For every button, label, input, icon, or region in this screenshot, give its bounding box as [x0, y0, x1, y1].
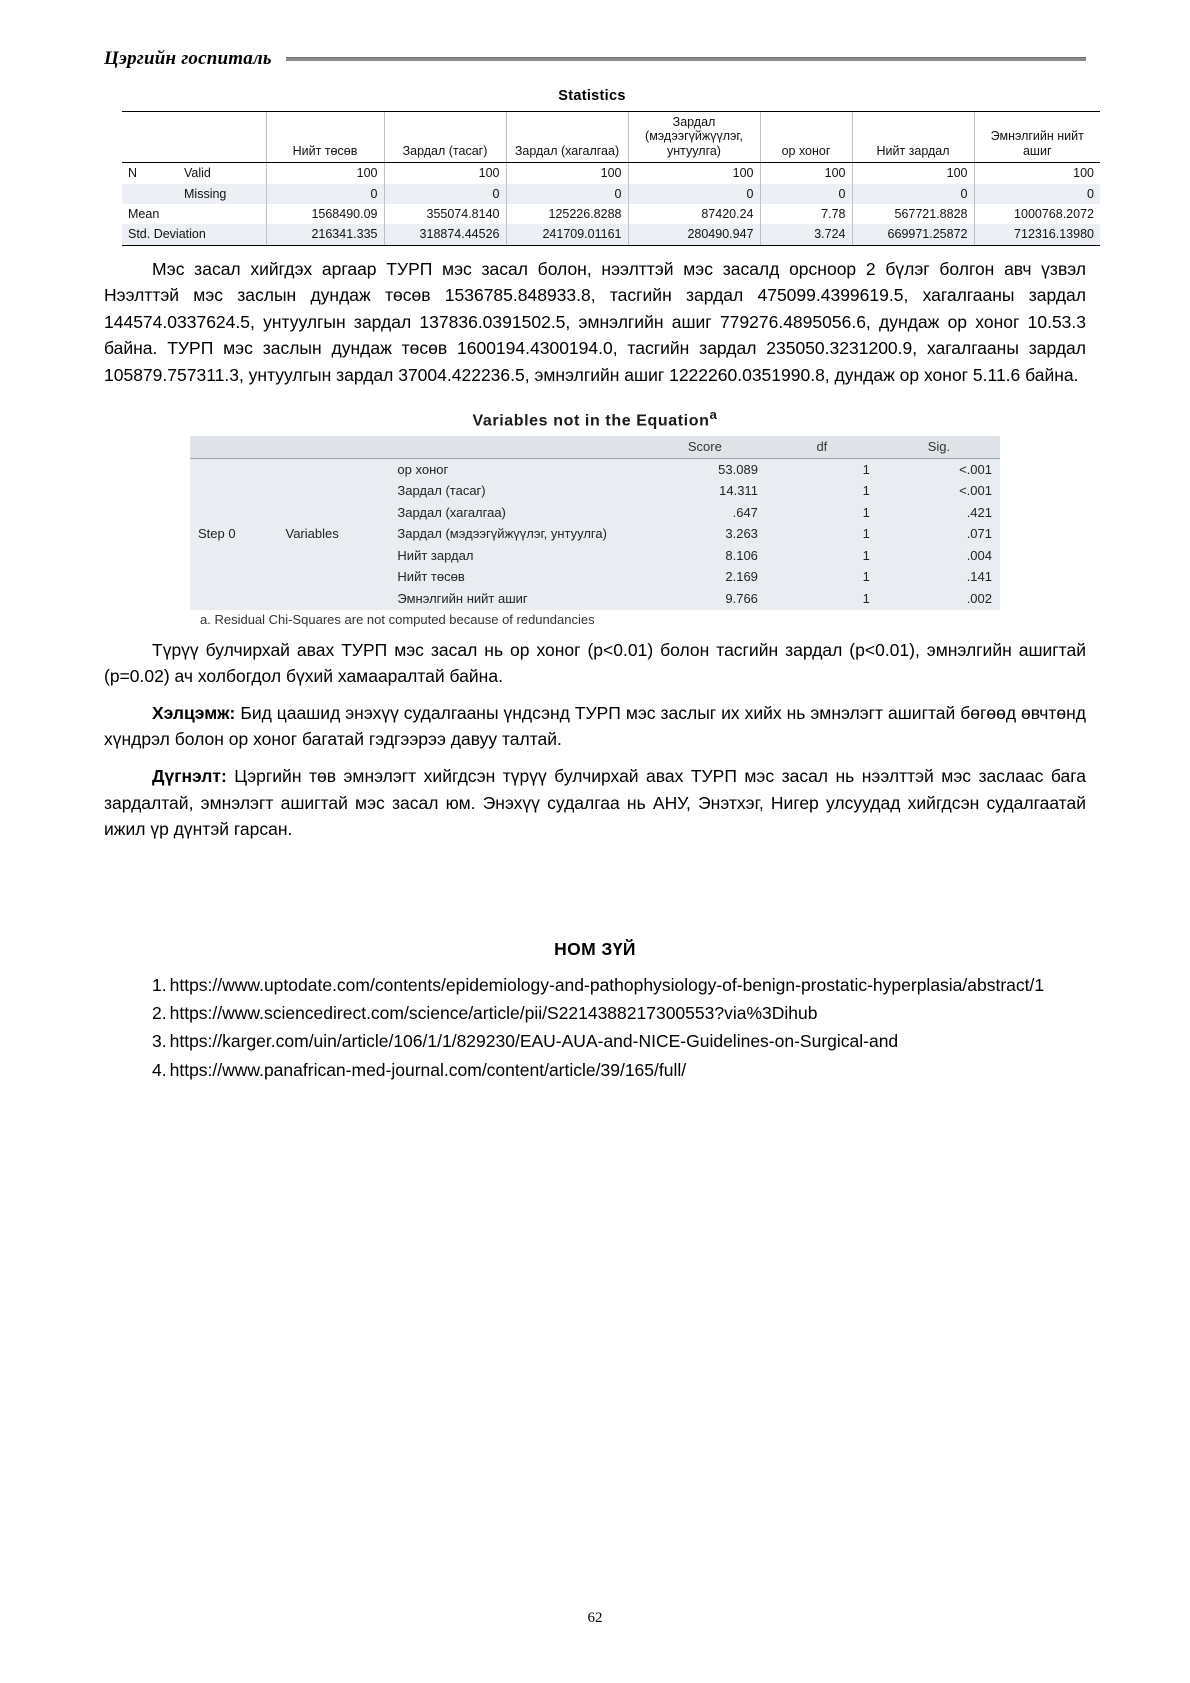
- equation-table-title-text: Variables not in the Equation: [472, 411, 710, 429]
- eq-variables-label: Variables: [278, 458, 390, 610]
- eq-row-3-df: 1: [766, 523, 878, 545]
- stat-row-1-v6: 0: [974, 184, 1100, 204]
- stat-row-2-v0: 1568490.09: [266, 204, 384, 224]
- equation-table-title-superscript: a: [709, 406, 718, 422]
- stat-row-0-v5: 100: [852, 163, 974, 184]
- stat-row-3-v2: 241709.01161: [506, 224, 628, 245]
- eq-row-0-df: 1: [766, 458, 878, 480]
- list-item: [104, 972, 1086, 998]
- stat-row-2-v3: 87420.24: [628, 204, 760, 224]
- table-row: [122, 204, 1100, 224]
- eq-row-6-name: Эмнэлгийн нийт ашиг: [389, 588, 643, 610]
- eq-row-6-df: 1: [766, 588, 878, 610]
- stat-row-2-v4: 7.78: [760, 204, 852, 224]
- eq-row-5-name: Нийт төсөв: [389, 566, 643, 588]
- eq-row-2-sig: .421: [878, 502, 1000, 524]
- eq-row-6-sig: .002: [878, 588, 1000, 610]
- eq-row-3-score: 3.263: [644, 523, 766, 545]
- stat-col-head-4: Зардал (хагалгаа): [506, 112, 628, 163]
- stat-row-3-v1: 318874.44526: [384, 224, 506, 245]
- eq-col-head-0: [190, 436, 278, 458]
- references-list: [104, 972, 1086, 1083]
- stat-row-0-v3: 100: [628, 163, 760, 184]
- eq-row-5-score: 2.169: [644, 566, 766, 588]
- stat-row-0-sublabel: Valid: [184, 166, 211, 181]
- list-item: [104, 1028, 1086, 1054]
- stat-row-0-v2: 100: [506, 163, 628, 184]
- stat-row-2-v6: 1000768.2072: [974, 204, 1100, 224]
- stat-row-1-label: [122, 184, 174, 204]
- eq-row-2-df: 1: [766, 502, 878, 524]
- discussion-label: Хэлцэмж:: [152, 702, 236, 723]
- paragraph-correlation: Түрүү булчирхай авах ТУРП мэс засал нь ор хоног (p<0.01) болон тасгийн зардал (p<0.01), эмнэлгийн ашигтай (p=0.02) ач холбогдол бүхий хамааралтай байна.: [104, 639, 1086, 687]
- stat-row-3-v3: 280490.947: [628, 224, 760, 245]
- stat-row-1-sublabel: Missing: [174, 184, 266, 204]
- eq-col-head-score: Score: [644, 436, 766, 458]
- eq-row-1-name: Зардал (тасаг): [389, 480, 643, 502]
- conclusion-label: Дүгнэлт:: [152, 766, 227, 787]
- list-item: [104, 1000, 1086, 1026]
- equation-table-title: [190, 407, 1000, 430]
- eq-row-6-score: 9.766: [644, 588, 766, 610]
- stat-row-2-v1: 355074.8140: [384, 204, 506, 224]
- stat-row-0-v6: 100: [974, 163, 1100, 184]
- page-number: 62: [587, 1610, 603, 1626]
- references-title: НОМ ЗҮЙ: [554, 938, 636, 959]
- stat-row-0-v1: 100: [384, 163, 506, 184]
- paragraph-discussion: [104, 700, 1086, 753]
- eq-row-0-sig: <.001: [878, 458, 1000, 480]
- eq-row-3-name: Зардал (мэдээгүйжүүлэг, унтуулга): [389, 523, 643, 545]
- eq-row-2-score: .647: [644, 502, 766, 524]
- stat-col-head-1: [174, 112, 266, 163]
- stat-row-3-label: Std. Deviation: [122, 224, 266, 245]
- eq-row-3-sig: .071: [878, 523, 1000, 545]
- eq-col-head-1: [278, 436, 390, 458]
- equation-table-block: [190, 407, 1000, 627]
- stat-row-0-v0: 100: [266, 163, 384, 184]
- running-header-title: Цэргийн госпиталь: [104, 48, 272, 69]
- stat-col-head-5: Зардал (мэдээгүйжүүлэг, унтуулга): [628, 112, 760, 163]
- discussion-text: Бид цаашид энэхүү судалгааны үндсэнд ТУРП мэс заслыг их хийх нь эмнэлэгт ашигтай бөгөөд өвчтөнд хүндрэл болон ор хоног багатай гэдгээрээ давуу талтай.: [104, 702, 1086, 750]
- stat-row-3-v4: 3.724: [760, 224, 852, 245]
- statistics-table-block: [122, 88, 1094, 246]
- list-item: [104, 1057, 1086, 1083]
- stat-row-1-v0: 0: [266, 184, 384, 204]
- stat-col-head-2: Нийт төсөв: [266, 112, 384, 163]
- reference-text[interactable]: https://karger.com/uin/article/106/1/1/829230/EAU-AUA-and-NICE-Guidelines-on-Surgical-and: [169, 1031, 899, 1052]
- stat-col-head-6: ор хоног: [760, 112, 852, 163]
- stat-row-2-v2: 125226.8288: [506, 204, 628, 224]
- stat-row-1-v3: 0: [628, 184, 760, 204]
- stat-row-0-v4: 100: [760, 163, 852, 184]
- reference-text[interactable]: https://www.uptodate.com/contents/epidemiology-and-pathophysiology-of-benign-prostatic-hyperplasia/abstract/1: [169, 974, 1045, 995]
- eq-col-head-df: df: [766, 436, 878, 458]
- reference-text[interactable]: https://www.panafrican-med-journal.com/content/article/39/165/full/: [169, 1059, 687, 1080]
- running-header: [104, 48, 1086, 70]
- eq-row-0-score: 53.089: [644, 458, 766, 480]
- table-row: [122, 224, 1100, 245]
- stat-row-2-v5: 567721.8828: [852, 204, 974, 224]
- equation-table: [190, 436, 1000, 610]
- stat-row-0-label: N: [128, 166, 138, 181]
- reference-number: 4.: [152, 1059, 167, 1080]
- stat-col-head-7: Нийт зардал: [852, 112, 974, 163]
- reference-text[interactable]: https://www.sciencedirect.com/science/article/pii/S2214388217300553?via%3Dihub: [169, 1003, 818, 1024]
- conclusion-text: Цэргийн төв эмнэлэгт хийгдсэн түрүү булчирхай авах ТУРП мэс засал нь нээлттэй мэс заслаас бага зардалтай, эмнэлэгт ашигтай мэс засал юм. Энэхүү судалгаа нь АНУ, Энэтхэг, Нигер улсуудад хийгдсэн судалгаатай ижил үр дүнтэй гарсан.: [104, 766, 1086, 840]
- eq-row-4-name: Нийт зардал: [389, 545, 643, 567]
- eq-row-1-df: 1: [766, 480, 878, 502]
- equation-table-footnote: a. Residual Chi-Squares are not computed because of redundancies: [200, 611, 595, 627]
- eq-step-label: Step 0: [190, 458, 278, 610]
- eq-col-head-2: [389, 436, 643, 458]
- table-row: [122, 184, 1100, 204]
- eq-row-5-sig: .141: [878, 566, 1000, 588]
- stat-row-2-label: Mean: [128, 206, 160, 221]
- stat-col-head-8: Эмнэлгийн нийт ашиг: [974, 112, 1100, 163]
- eq-row-5-df: 1: [766, 566, 878, 588]
- stat-row-3-v0: 216341.335: [266, 224, 384, 245]
- eq-row-0-name: ор хоног: [389, 458, 643, 480]
- stat-col-head-0: [122, 112, 174, 163]
- stat-row-1-v4: 0: [760, 184, 852, 204]
- reference-number: 1.: [152, 974, 167, 995]
- header-rule: [286, 57, 1086, 61]
- table-row: [122, 163, 1100, 184]
- paragraph-results: Мэс засал хийгдэх аргаар ТУРП мэс засал болон, нээлттэй мэс засалд орсноор 2 бүлэг болгон авч үзвэл Нээлттэй мэс заслын дундаж төсөв 1536785.848933.8, тасгийн зардал 475099.4399619.5, хагалгааны зардал 144574.0337624.5, унтуулгын зардал 137836.0391502.5, эмнэлгийн ашиг 779276.4895056.6, дундаж ор хоног 10.53.3 байна. ТУРП мэс заслын дундаж төсөв 1600194.4300194.0, тасгийн зардал 235050.3231200.9, хагалгааны зардал 105879.757311.3, унтуулгын зардал 37004.422236.5, эмнэлгийн ашиг 1222260.0351990.8, дундаж ор хоног 5.11.6 байна.: [104, 258, 1086, 385]
- reference-number: 3.: [152, 1031, 167, 1052]
- eq-row-4-sig: .004: [878, 545, 1000, 567]
- reference-number: 2.: [152, 1003, 167, 1024]
- eq-col-head-sig: Sig.: [878, 436, 1000, 458]
- eq-row-1-score: 14.311: [644, 480, 766, 502]
- table-row: [190, 458, 1000, 480]
- stat-row-3-v6: 712316.13980: [974, 224, 1100, 245]
- eq-row-2-name: Зардал (хагалгаа): [389, 502, 643, 524]
- eq-row-4-score: 8.106: [644, 545, 766, 567]
- statistics-table-title: Statistics: [558, 88, 626, 104]
- stat-row-1-v1: 0: [384, 184, 506, 204]
- eq-row-4-df: 1: [766, 545, 878, 567]
- stat-row-1-v5: 0: [852, 184, 974, 204]
- stat-row-3-v5: 669971.25872: [852, 224, 974, 245]
- stat-col-head-3: Зардал (тасаг): [384, 112, 506, 163]
- stat-row-1-v2: 0: [506, 184, 628, 204]
- statistics-table: [122, 111, 1100, 246]
- paragraph-conclusion: [104, 763, 1086, 843]
- eq-row-1-sig: <.001: [878, 480, 1000, 502]
